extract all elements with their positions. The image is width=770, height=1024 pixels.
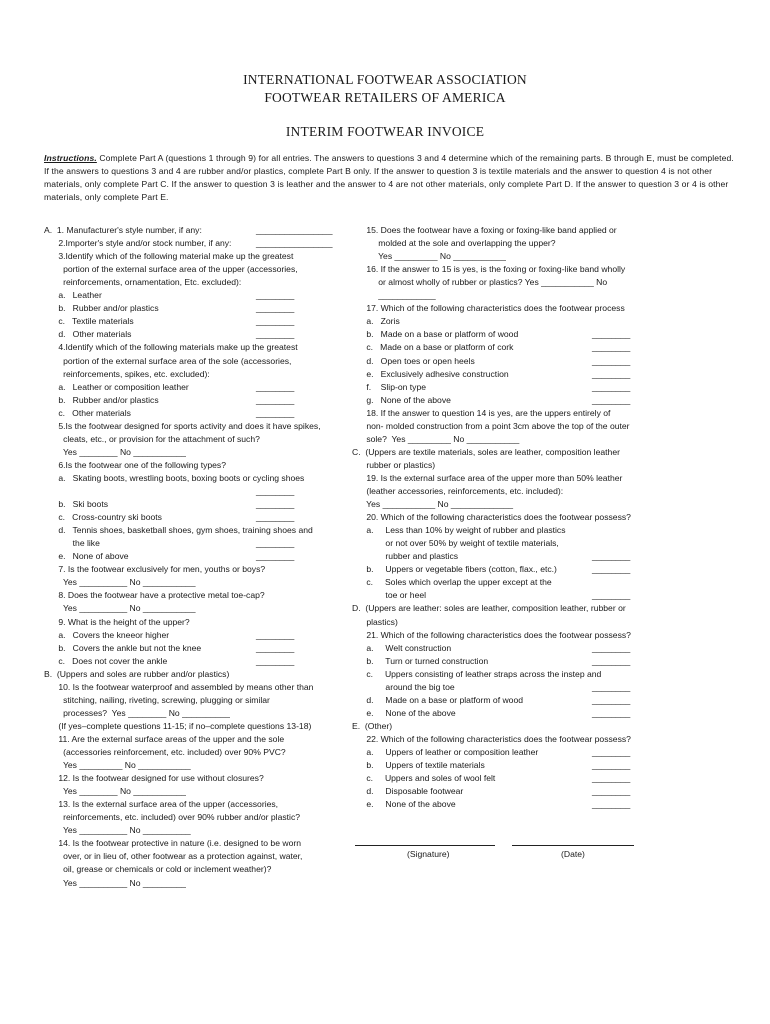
left-column-line: a. Leather [44,290,102,301]
date-line[interactable] [512,845,634,846]
right-column-line: c. Made on a base or platform of cork [352,342,514,353]
left-column-line: c. Textile materials [44,316,134,327]
right-column-answer-blank[interactable]: ________ [592,786,631,797]
instructions-label: Instructions. [44,153,97,163]
right-column-line: b. Uppers of textile materials [352,760,485,771]
right-column-line: 21. Which of the following characteristics does the footwear possess? [352,629,631,640]
left-column-line: 7. Is the footwear exclusively for men, youths or boys? [44,564,266,575]
left-column-line: reinforcements, ornamentation, Etc. excluded): [44,277,242,288]
instructions-paragraph [44,152,734,204]
left-column-answer-blank[interactable]: ________ [256,407,295,418]
right-column-answer-blank[interactable]: ________ [592,760,631,771]
right-column-line: b. Turn or turned construction [352,655,489,666]
right-column-line: D. (Uppers are leather: soles are leather, composition leather, rubber or [352,603,626,614]
left-column-line: 11. Are the external surface areas of the upper and the sole [44,733,285,744]
right-column-answer-blank[interactable]: ________ [592,799,631,810]
left-column-line: cleats, etc., or provision for the attachment of such? [44,433,260,444]
left-column-answer-blank[interactable]: ________ [256,538,295,549]
left-column-line: e. None of above [44,551,129,562]
right-column-line: rubber and plastics [352,551,459,562]
right-column-line: 22. Which of the following characteristics does the footwear possess? [352,733,631,744]
right-column-line: c. Uppers consisting of leather straps across the instep and [352,668,602,679]
right-column-line: or almost wholly of rubber or plastics? Yes ___________ No [352,277,608,288]
left-column-answer-blank[interactable]: ________ [256,316,295,327]
right-column-answer-blank[interactable]: ________ [592,368,631,379]
right-column-line: sole? Yes _________ No ___________ [352,433,520,444]
left-column-answer-blank[interactable]: ________ [256,512,295,523]
right-column-line: e. None of the above [352,799,456,810]
left-column-line: 3.Identify which of the following material make up the greatest [44,251,294,262]
left-column-answer-blank[interactable]: ________ [256,486,295,496]
signature-label: (Signature) [407,849,450,859]
left-column-line: portion of the external surface area of the sole (accessories, [44,355,292,366]
left-column-line: 4.Identify which of the following materials make up the greatest [44,342,298,353]
right-column-answer-blank[interactable]: ________ [592,747,631,757]
right-column-line: d. Disposable footwear [352,786,464,797]
left-column-line: processes? Yes ________ No __________ [44,707,230,718]
left-column-answer-blank[interactable]: ________ [256,290,295,301]
right-column-line: plastics) [352,616,398,627]
right-column-line: rubber or plastics) [352,459,436,470]
left-column-line: 10. Is the footwear waterproof and assembled by means other than [44,681,314,692]
left-column-line: 14. Is the footwear protective in nature (i.e. designed to be worn [44,838,302,849]
right-column-line: a. Less than 10% by weight of rubber and plastics [352,525,566,536]
left-column-line: Yes __________ No ___________ [44,603,196,614]
left-column-answer-blank[interactable]: ________ [256,394,295,405]
left-column-line: 2.Importer's style and/or stock number, if any: [44,238,232,249]
left-column-line: c. Cross-country ski boots [44,512,162,523]
left-column-line: b. Covers the ankle but not the knee [44,642,202,653]
right-column-answer-blank[interactable]: ________ [592,642,631,653]
right-column-answer-blank[interactable]: ________ [592,694,631,705]
right-column-answer-blank[interactable]: ________ [592,381,631,392]
right-column-answer-blank[interactable]: ________ [592,590,631,601]
right-column-line: molded at the sole and overlapping the upper? [352,238,556,249]
left-column-line: stitching, nailing, riveting, screwing, plugging or similar [44,694,270,705]
form-title: INTERIM FOOTWEAR INVOICE [285,124,485,139]
right-column-answer-blank[interactable]: ________ [592,355,631,366]
left-column-line: b. Rubber and/or plastics [44,394,159,405]
right-column-line: a. Welt construction [352,642,452,653]
right-column-line: b. Made on a base or platform of wood [352,329,519,340]
left-column-line: over, or in lieu of, other footwear as a protection against, water, [44,851,303,862]
left-column-line: c. Other materials [44,407,131,418]
right-column-line: d. Made on a base or platform of wood [352,694,524,705]
left-column-line: Yes ________ No ___________ [44,446,186,457]
left-column-answer-blank[interactable]: ________ [256,499,295,510]
left-column-answer-blank[interactable]: ________ [256,381,295,392]
right-column-line: or not over 50% by weight of textile materials, [352,538,559,549]
left-column-line: Yes __________ No __________ [44,825,191,836]
right-column-line: b. Uppers or vegetable fibers (cotton, flax., etc.) [352,564,557,575]
right-column-line: f. Slip-on type [352,381,427,392]
left-column-line: b. Rubber and/or plastics [44,303,159,314]
left-column-answer-blank[interactable]: ________ [256,655,295,666]
right-column-line: around the big toe [352,681,455,692]
left-column-answer-blank[interactable]: ________ [256,551,295,562]
right-column-answer-blank[interactable]: ________ [592,342,631,353]
left-column-line: B. (Uppers and soles are rubber and/or plastics) [44,668,230,679]
left-column-answer-blank[interactable]: ________ [256,303,295,314]
left-column-line: d. Other materials [44,329,132,340]
left-column-line: (If yes–complete questions 11-15; if no–complete questions 13-18) [44,720,312,731]
right-column-line: 19. Is the external surface area of the upper more than 50% leather [352,472,623,483]
left-column-line: 12. Is the footwear designed for use without closures? [44,773,264,784]
left-column-answer-blank[interactable]: ________ [256,629,295,640]
left-column-line: Yes ________ No ___________ [44,786,186,797]
right-column-answer-blank[interactable]: ________ [592,564,631,575]
left-column-line: 8. Does the footwear have a protective metal toe-cap? [44,590,265,601]
right-column-answer-blank[interactable]: ________ [592,655,631,666]
left-column-line: oil, grease or chemicals or cold or inclement weather)? [44,864,272,875]
right-column-line: d. Open toes or open heels [352,355,475,366]
right-column-answer-blank[interactable]: ________ [592,773,631,784]
retailers-title: FOOTWEAR RETAILERS OF AMERICA [264,90,506,105]
right-column-answer-blank[interactable]: ________ [592,681,631,692]
left-column-line: c. Does not cover the ankle [44,655,168,666]
left-column-answer-blank[interactable]: ________________ [256,225,333,235]
left-column-line: Yes __________ No ___________ [44,577,196,588]
left-column-line: Yes __________ No _________ [44,877,186,888]
right-column-line: a. Zoris [352,316,400,327]
right-column-line: e. None of the above [352,707,456,718]
right-column-line: Yes _________ No ___________ [352,251,506,262]
right-column-line: c. Soles which overlap the upper except at the [352,577,552,588]
left-column-line: 9. What is the height of the upper? [44,616,190,627]
instructions-text: Complete Part A (questions 1 through 9) for all entries. The answers to questions 3 and 4 determine which of the remaining parts. B through E, must be completed. If the answers to questions 3 and 4 are rubber and/or plastics, complete Part B only. If the answer to question 3 is textile materials and the answer to question 4 is not other materials, only complete Part C. If the answer to question 3 is leather and the answer to 4 are not other materials, only complete Part D. If the answer to question 3 or 4 is other materials, only complete Part E. [44,153,734,202]
left-column-line: reinforcements, spikes, etc. excluded): [44,368,210,379]
left-column-line: reinforcements, etc. included) over 90% rubber and/or plastic? [44,812,301,823]
left-column-line: a. Skating boots, wrestling boots, boxing boots or cycling shoes [44,472,305,483]
right-column-line: 18. If the answer to question 14 is yes, are the uppers entirely of [352,407,611,418]
right-column-line: g. None of the above [352,394,451,405]
right-column-line: 20. Which of the following characteristics does the footwear possess? [352,512,631,523]
right-column-line: e. Exclusively adhesive construction [352,368,509,379]
left-column-line: b. Ski boots [44,499,109,510]
right-column-line: 16. If the answer to 15 is yes, is the foxing or foxing-like band wholly [352,264,626,275]
right-column-line: non- molded construction from a point 3cm above the top of the outer [352,420,630,431]
signature-line[interactable] [355,845,495,846]
left-column-answer-blank[interactable]: ________ [256,642,295,653]
right-column-line: E. (Other) [352,720,393,731]
right-column-line: 17. Which of the following characteristics does the footwear process [352,303,625,314]
right-column-line: toe or heel [352,590,427,601]
right-column-line: Yes ___________ No _____________ [352,499,514,510]
left-column-line: 5.Is the footwear designed for sports activity and does it have spikes, [44,420,321,431]
left-column-line: portion of the external surface area of the upper (accessories, [44,264,298,275]
right-column-line: (leather accessories, reinforcements, etc. included): [352,486,564,496]
left-column-line: Yes _________ No ___________ [44,760,191,771]
left-column-answer-blank[interactable]: ________ [256,329,295,340]
association-title: INTERNATIONAL FOOTWEAR ASSOCIATION [243,72,527,87]
right-column-line: a. Uppers of leather or composition leather [352,747,539,757]
left-column-line: a. Covers the kneeor higher [44,629,170,640]
right-column-line: ____________ [352,290,436,301]
right-column-answer-blank[interactable]: ________ [592,707,631,718]
left-column-line: (accessories reinforcement, etc. included) over 90% PVC? [44,747,286,757]
left-column-line: A. 1. Manufacturer's style number, if any: [44,225,202,235]
right-column-line: 15. Does the footwear have a foxing or foxing-like band applied or [352,225,617,235]
left-column-line: 6.Is the footwear one of the following types? [44,459,227,470]
right-column-line: c. Uppers and soles of wool felt [352,773,496,784]
right-column-answer-blank[interactable]: ________ [592,329,631,340]
right-column-answer-blank[interactable]: ________ [592,394,631,405]
left-column-line: d. Tennis shoes, basketball shoes, gym shoes, training shoes and [44,525,313,536]
left-column-answer-blank[interactable]: ________________ [256,238,333,249]
left-column-line: 13. Is the external surface area of the upper (accessories, [44,799,279,810]
left-column-line: the like [44,538,100,549]
date-label: (Date) [561,849,585,859]
left-column-line: a. Leather or composition leather [44,381,189,392]
right-column-answer-blank[interactable]: ________ [592,551,631,562]
right-column-line: C. (Uppers are textile materials, soles are leather, composition leather [352,446,620,457]
